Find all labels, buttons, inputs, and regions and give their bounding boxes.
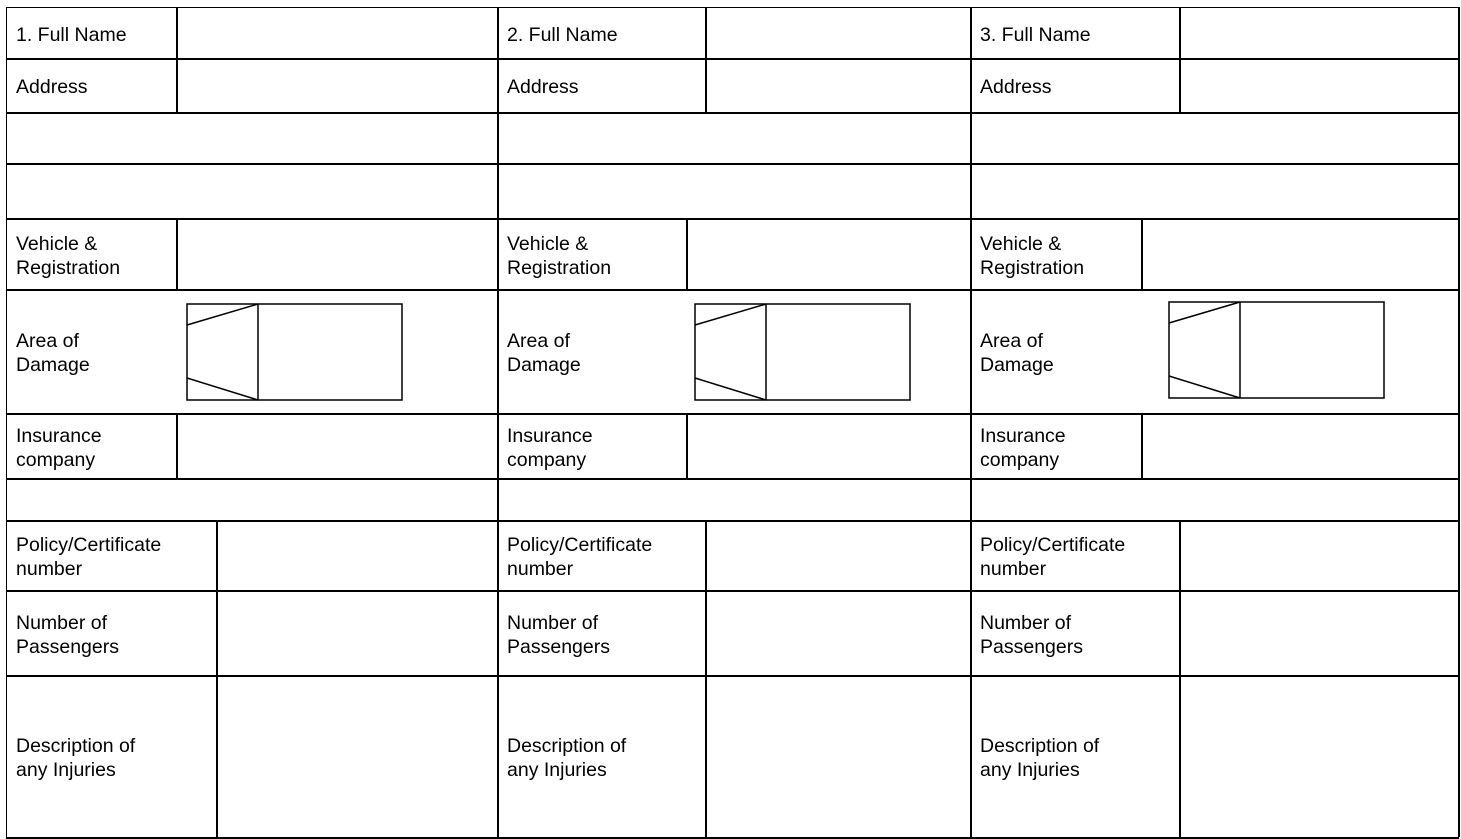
input-injuries[interactable] [1181,677,1457,836]
field-label-vehicle: Vehicle & Registration [980,232,1085,279]
input-address-continued[interactable] [499,114,968,162]
input-insurance[interactable] [688,415,968,477]
input-injuries[interactable] [707,677,968,836]
field-label-policy: Policy/Certificate number [507,534,653,580]
input-policy[interactable] [707,522,968,589]
field-label-insurance: Insurance company [507,424,593,471]
field-label-policy: Policy/Certificate number [980,534,1126,580]
input-insurance[interactable] [178,415,495,477]
input-full-name[interactable] [1181,9,1457,57]
row-divider [6,289,1459,291]
input-address-continued[interactable] [499,480,968,519]
field-label-address: Address [16,76,88,98]
input-address-continued[interactable] [8,480,495,519]
input-full-name[interactable] [707,9,968,57]
field-label-passengers: Number of Passengers [507,611,610,658]
input-address-continued[interactable] [499,165,968,217]
field-label-insurance: Insurance company [980,424,1066,471]
field-label-passengers: Number of Passengers [980,611,1083,658]
input-insurance[interactable] [1143,415,1457,477]
field-label-injuries: Description of any Injuries [507,735,627,781]
field-label-policy: Policy/Certificate number [16,534,162,580]
input-passengers[interactable] [218,592,495,674]
field-label-address: Address [980,76,1052,98]
field-label-injuries: Description of any Injuries [16,735,136,781]
input-address[interactable] [707,60,968,111]
field-label-full-name: 3. Full Name [980,23,1091,46]
field-label-damage: Area of Damage [16,330,90,376]
input-address[interactable] [178,60,495,111]
vehicle-diagram-icon[interactable] [186,303,406,405]
input-vehicle[interactable] [1143,220,1457,288]
input-address-continued[interactable] [972,480,1457,519]
right-border [1458,7,1460,837]
row-divider [6,837,1459,839]
input-address-continued[interactable] [972,114,1457,162]
input-vehicle[interactable] [178,220,495,288]
input-vehicle[interactable] [688,220,968,288]
field-label-vehicle: Vehicle & Registration [16,232,121,279]
input-address-continued[interactable] [8,165,495,217]
input-policy[interactable] [218,522,495,589]
field-label-vehicle: Vehicle & Registration [507,232,612,279]
input-address-continued[interactable] [972,165,1457,217]
input-policy[interactable] [1181,522,1457,589]
field-label-insurance: Insurance company [16,424,102,471]
field-label-damage: Area of Damage [507,330,581,376]
field-label-address: Address [507,76,579,98]
field-label-full-name: 1. Full Name [16,23,127,46]
input-full-name[interactable] [178,9,495,57]
field-label-full-name: 2. Full Name [507,23,618,46]
field-label-damage: Area of Damage [980,330,1054,376]
input-passengers[interactable] [1181,592,1457,674]
input-passengers[interactable] [707,592,968,674]
vehicle-diagram-icon[interactable] [694,303,914,405]
input-injuries[interactable] [218,677,495,836]
field-label-injuries: Description of any Injuries [980,735,1100,781]
input-address[interactable] [1181,60,1457,111]
vehicle-diagram-icon[interactable] [1168,301,1388,403]
input-address-continued[interactable] [8,114,495,162]
field-label-passengers: Number of Passengers [16,611,119,658]
